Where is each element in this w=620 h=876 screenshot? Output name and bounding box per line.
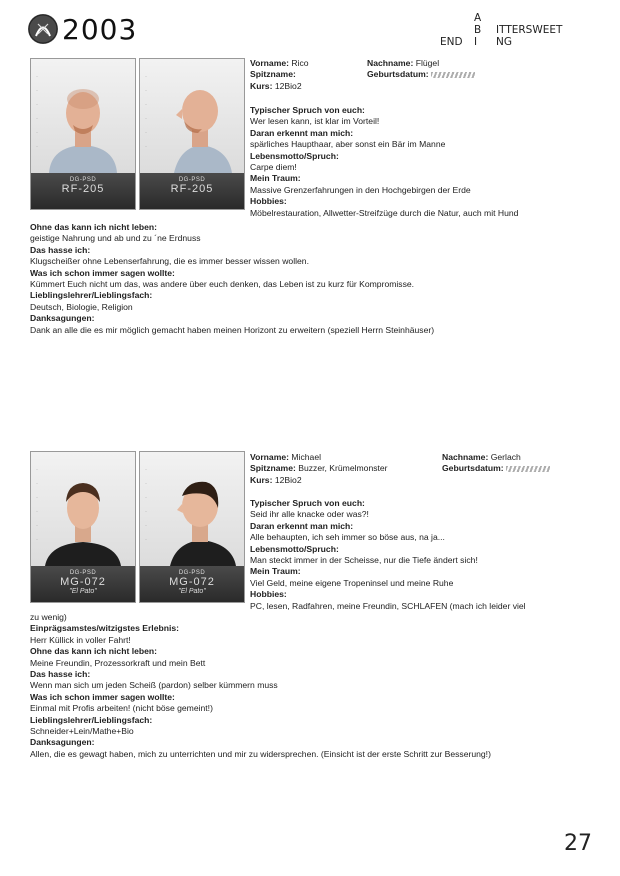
brand-letter-b: B xyxy=(474,24,482,36)
redacted-scribble xyxy=(506,466,550,472)
brand-word-end: END xyxy=(440,36,463,48)
info-spitzname: Spitzname: Buzzer, Krümelmonster xyxy=(250,463,388,474)
brand-word-ng: NG xyxy=(496,36,512,48)
brand-logo xyxy=(440,12,590,48)
mugshot-side-photo: -- -- -- -- -- -- DG-PSD RF-205 xyxy=(139,58,245,210)
right-qa-block: Typischer Spruch von euch: Wer lesen kann, ist klar im Vorteil! Daran erkennt man mich: spärliches Haupthaar, aber sonst ein Bär im Manne Lebensmotto/Spruch: Carpe diem! Mein Traum: Massive Grenzerfahrungen in den Hochgebirgen der Erde Hobbies: Möbelrestauration, Allwetter-Streifzüge durch die Natur, auch mit Hund xyxy=(250,105,519,218)
brand-letter-a: A xyxy=(474,12,482,24)
info-nachname: Nachname: Gerlach xyxy=(442,452,521,462)
info-kurs: Kurs: 12Bio2 xyxy=(250,474,302,485)
info-vorname: Vorname: Michael xyxy=(250,452,322,462)
mugshot-front-photo: -- -- -- -- -- -- DG-PSD MG-072 "El Pato" xyxy=(30,451,136,603)
info-geburtsdatum: Geburtsdatum: xyxy=(442,463,550,474)
right-qa-block: Typischer Spruch von euch: Seid ihr alle knacke oder was?! Daran erkennt man mich: Alle behaupten, ich seh immer so böse aus, na ja... Lebensmotto/Spruch: Man steckt immer in der Scheisse, nur die Tiefe ändert sich! Mein Traum: Viel Geld, meine eigene Tropeninsel und meine Ruhe Hobbies: PC, lesen, Radfahren, meine Freundin, SCHLAFEN (mach ich leider viel xyxy=(250,498,526,611)
brand-word-bittersweet: ITTERSWEET xyxy=(496,24,563,36)
full-qa-block: zu wenig) Einprägsamstes/witzigstes Erlebnis: Herr Küllick in voller Fahrt! Ohne das kann ich nicht leben: Meine Freundin, Prozessorkraft und mein Bett Das hasse ich: Wenn man sich um jeden Scheiß (pardon) selber kümmern muss Was ich schon immer sagen wollte: Einmal mit Profis arbeiten! (nicht böse gemeint!) Lieblingslehrer/Lieblingsfach: Schneider+Lein/Mathe+Bio Danksagungen: Allen, die es gewagt haben, mich zu unterrichten und mir zu widersprechen. (Einsicht ist der erste Schritt zur Besserung!) xyxy=(30,612,491,759)
page-number: 27 xyxy=(564,831,592,856)
year-title: 2003 xyxy=(62,13,138,46)
info-geburtsdatum: Geburtsdatum: xyxy=(367,69,475,80)
brand-letter-i: I xyxy=(474,36,478,48)
mugshot-front-photo: -- -- -- -- -- -- DG-PSD RF-205 xyxy=(30,58,136,210)
redacted-scribble xyxy=(431,72,475,78)
full-qa-block: Ohne das kann ich nicht leben: geistige Nahrung und ab und zu ´ne Erdnuss Das hasse ich: Klugscheißer ohne Lebenserfahrung, die es immer besser wissen wollen. Was ich schon immer sagen wollte: Kümmert Euch nicht um das, was andere über euch denken, das Leben ist zu kurz für Kompromisse. Lieblingslehrer/Lieblingsfach: Deutsch, Biologie, Religion Danksagungen: Dank an alle die es mir möglich gemacht haben meinen Horizont zu erweitern (speziell Herrn Steinhäuser) xyxy=(30,222,435,335)
mugshot-side-photo: -- -- -- -- -- -- DG-PSD MG-072 "El Pato" xyxy=(139,451,245,603)
info-nachname: Nachname: Flügel xyxy=(367,58,440,68)
info-kurs: Kurs: 12Bio2 xyxy=(250,80,302,91)
info-spitzname: Spitzname: xyxy=(250,69,296,80)
school-logo-icon xyxy=(28,14,58,44)
info-vorname: Vorname: Rico xyxy=(250,58,309,68)
